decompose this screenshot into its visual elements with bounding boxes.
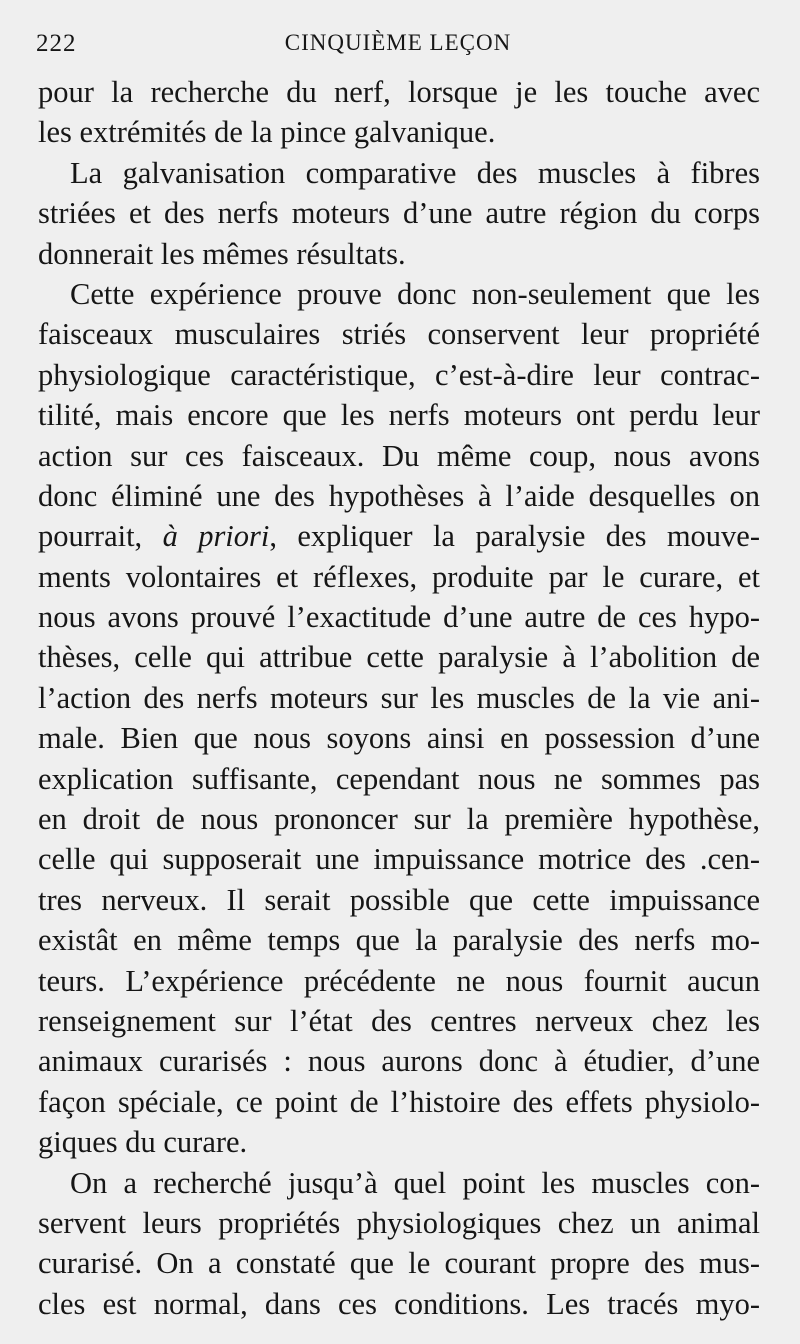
text-line: les extrémités de la pince galvanique.	[38, 115, 496, 150]
text-line: en droit de nous prononcer sur la première hypothèse,	[38, 802, 760, 837]
text-line: thèses, celle qui attribue cette paralysie à l’abolition de	[38, 640, 760, 675]
text-line: On a recherché jusqu’à quel point les muscles con-	[70, 1165, 760, 1200]
text-line: celle qui supposerait une impuissance motrice des .cen-	[38, 842, 760, 877]
text-line: existât en même temps que la paralysie des nerfs mo-	[38, 923, 760, 958]
body-text	[38, 72, 760, 1324]
text-line: pour la recherche du nerf, lorsque je les touche avec	[38, 75, 760, 109]
text-line	[38, 516, 760, 556]
text-line: façon spéciale, ce point de l’histoire des effets physiolo-	[38, 1084, 760, 1119]
text-line: teurs. L’expérience précédente ne nous fournit aucun	[38, 963, 760, 998]
text-line: explication suffisante, cependant nous ne sommes pas	[38, 761, 760, 796]
text-line: giques du curare.	[38, 1125, 248, 1160]
text-line: nous avons prouvé l’exactitude d’une autre de ces hypo-	[38, 600, 760, 635]
text-line: donc éliminé une des hypothèses à l’aide desquelles on	[38, 478, 760, 513]
text-line: servent leurs propriétés physiologiques chez un animal	[38, 1205, 760, 1240]
text-line: action sur ces faisceaux. Du même coup, nous avons	[38, 438, 760, 473]
page-header	[36, 30, 760, 64]
text-line: curarisé. On a constaté que le courant propre des mus-	[38, 1246, 760, 1281]
text-segment: pourrait,	[38, 519, 163, 554]
text-line: l’action des nerfs moteurs sur les muscles de la vie ani-	[38, 680, 760, 715]
text-line: animaux curarisés : nous aurons donc à étudier, d’une	[38, 1044, 760, 1079]
running-title: CINQUIÈME LEÇON	[284, 30, 512, 55]
text-line: Cette expérience prouve donc non-seulement que les	[70, 276, 760, 311]
text-line: tres nerveux. Il serait possible que cette impuissance	[38, 882, 760, 917]
text-line: ments volontaires et réflexes, produite par le curare, et	[38, 559, 760, 594]
text-line: cles est normal, dans ces conditions. Les tracés myo-	[38, 1286, 760, 1321]
text-line: tilité, mais encore que les nerfs moteurs ont perdu leur	[38, 398, 760, 433]
text-line: male. Bien que nous soyons ainsi en possession d’une	[38, 721, 760, 756]
italic-phrase: à priori	[162, 519, 270, 554]
text-line: donnerait les mêmes résultats.	[38, 236, 406, 271]
page-number: 222	[36, 30, 77, 57]
text-line: faisceaux musculaires striés conservent leur propriété	[38, 317, 760, 352]
text-line: striées et des nerfs moteurs d’une autre région du corps	[38, 196, 760, 231]
text-segment: , expliquer la paralysie des mouve-	[269, 519, 761, 554]
text-line: renseignement sur l’état des centres nerveux chez les	[38, 1003, 760, 1038]
text-line: La galvanisation comparative des muscles à fibres	[70, 155, 760, 190]
text-line: physiologique caractéristique, c’est-à-dire leur contrac-	[38, 357, 760, 392]
